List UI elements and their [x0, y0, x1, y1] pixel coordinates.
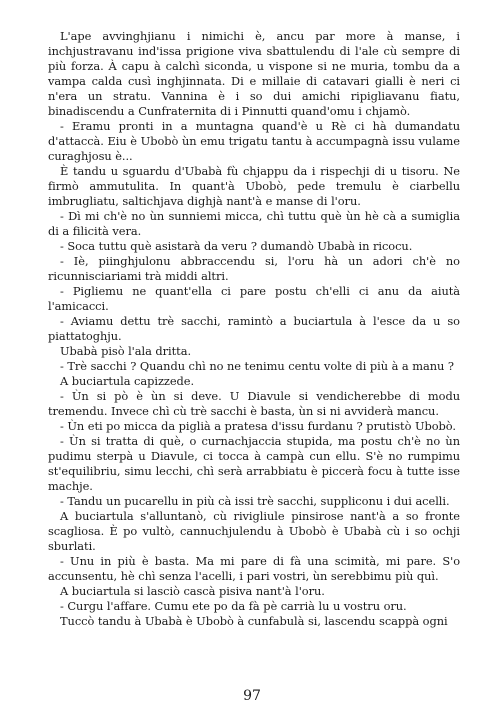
paragraph: A buciartula si lasciò cascà pisiva nant'à l'oru.: [60, 584, 325, 598]
paragraph: Tuccò tandu à Ubabà è Ubobò à cunfabulà si, lascendu scappà ogni: [60, 614, 448, 628]
paragraph: - Ùn si pò è ùn si deve. U Diavule si vendicherebbe di modu tremendu. Invece chì cù trè sacchi è basta, ùn si ni avviderà mancu.: [48, 389, 460, 418]
paragraph: - Dì mi ch'è no ùn sunniemi micca, chì tuttu què ùn hè cà a sumiglia di a filicità vera.: [48, 209, 460, 238]
paragraph: A buciartula capizzede.: [60, 374, 195, 388]
page-number: 97: [243, 688, 261, 704]
paragraph: - Trè sacchi ? Quandu chì no ne tenimu centu volte di più à a manu ?: [60, 359, 454, 373]
paragraph: L'ape avvinghjianu i nimichi è, ancu par more à manse, i inchjustravanu ind'issa prigione viva sbattulendu di l'ale cù sempre di più forza. À capu à calchì siconda, u vispone si ne muria, tombu da a vampa calda cusì inghjinnata. Di e millaie di catavari gialli è neri ci n'era un stratu. Vannina è i so dui amichi ripigliavanu fiatu, binadiscendu a Cunfraternita di i Pinnutti quand'omu i chjamò.: [48, 29, 460, 118]
paragraph: - Ùn si tratta di què, o curnachjaccia stupida, ma postu ch'è no ùn pudimu sterpà u Diavule, ci tocca à campà cun ellu. S'è no rumpimu st'equilibriu, simu lecchi, chì serà arrabbiatu è piccerà focu à tutte isse machje.: [48, 434, 460, 493]
paragraph: - Eramu pronti in a muntagna quand'è u Rè ci hà dumandatu d'attaccà. Eiu è Ubobò ùn emu trigatu tantu à accumpagnà issu vulame curaghjosu è...: [48, 119, 460, 163]
paragraph: Ubabà pisò l'ala dritta.: [60, 344, 192, 358]
body-text: [48, 29, 460, 629]
paragraph: - Curgu l'affare. Cumu ete po da fà pè carrià lu u vostru oru.: [60, 599, 407, 613]
paragraph: - Tandu un pucarellu in più cà issi trè sacchi, suppliconu i dui acelli.: [60, 494, 450, 508]
paragraph: - Iè, piinghjulonu abbraccendu si, l'oru hà un adori ch'è no ricunnisciariami trà middi altri.: [48, 254, 460, 283]
paragraph: - Pigliemu ne quant'ella ci pare postu ch'elli ci anu da aiutà l'amicacci.: [48, 284, 460, 313]
paragraph: È tandu u sguardu d'Ubabà fù chjappu da i rispechji di u tisoru. Ne firmò ammutulita. In quant'à Ubobò, pede tremulu è ciarbellu imbrugliatu, saltichjava dighjà nant'à e manse di l'oru.: [48, 164, 460, 208]
paragraph: - Aviamu dettu trè sacchi, ramintò a buciartula à l'esce da u so piattatoghju.: [48, 314, 460, 343]
paragraph: - Ùn eti po micca da piglià a pratesa d'issu furdanu ? prutistò Ubobò.: [60, 419, 456, 433]
paragraph: A buciartula s'alluntanò, cù rivigliule pinsirose nant'à a so fronte scagliosa. È po vultò, cannuchjulendu à Ubobò è Ubabà cù i so ochji sburlati.: [48, 509, 460, 553]
paragraph: - Soca tuttu què asistarà da veru ? dumandò Ubabà in ricocu.: [60, 239, 413, 253]
paragraph: - Unu in più è basta. Ma mi pare di fà una scimità, mi pare. S'o accunsentu, hè chì senza l'acelli, i pari vostri, ùn serebbimu più quì.: [48, 554, 460, 583]
